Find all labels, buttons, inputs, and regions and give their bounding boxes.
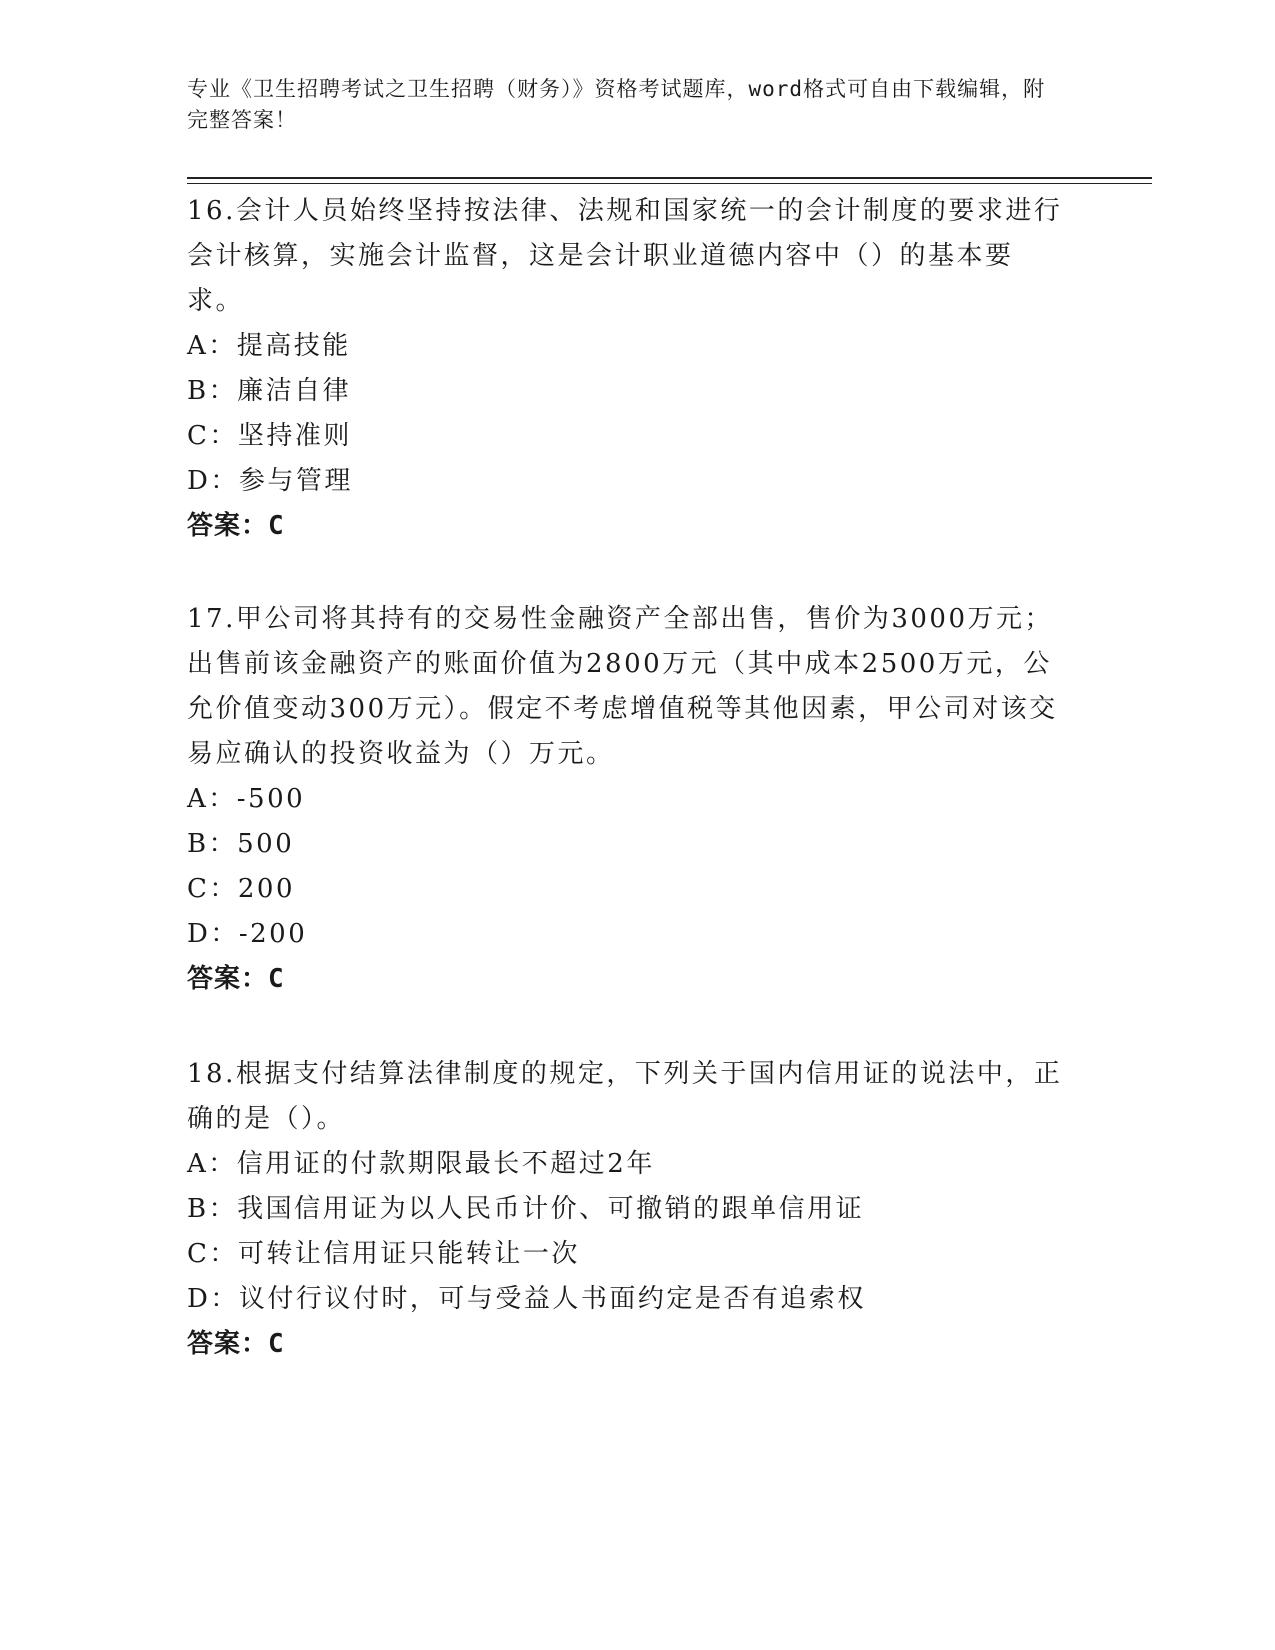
option-b: B：我国信用证为以人民币计价、可撤销的跟单信用证 bbox=[187, 1194, 865, 1224]
question-stem: 17.甲公司将其持有的交易性金融资产全部出售，售价为3000万元；出售前该金融资产的账面价值为2800万元（其中成本2500万元，公允价值变动300万元）。假定不考虑增值税等其他因素，甲公司对该交易应确认的投资收益为（）万元。 bbox=[187, 604, 1058, 769]
option-b: B：廉洁自律 bbox=[187, 376, 352, 406]
option-c: C：坚持准则 bbox=[187, 421, 352, 451]
question-16 bbox=[187, 189, 1067, 549]
option-c: C：200 bbox=[187, 874, 296, 904]
answer: 答案：C bbox=[187, 511, 285, 541]
option-a: A：提高技能 bbox=[187, 331, 351, 361]
option-a: A：信用证的付款期限最长不超过2年 bbox=[187, 1149, 655, 1179]
answer: 答案：C bbox=[187, 964, 285, 994]
header-divider-thin bbox=[187, 183, 1152, 184]
option-d: D：-200 bbox=[187, 919, 308, 949]
header-divider-thick bbox=[187, 177, 1152, 179]
document-header-note: 专业《卫生招聘考试之卫生招聘（财务）》资格考试题库，word格式可自由下载编辑，附完整答案！ bbox=[187, 77, 1046, 132]
question-18 bbox=[187, 1052, 1067, 1367]
option-d: D：议付行议付时，可与受益人书面约定是否有追索权 bbox=[187, 1284, 866, 1314]
question-stem: 16.会计人员始终坚持按法律、法规和国家统一的会计制度的要求进行会计核算，实施会计监督，这是会计职业道德内容中（）的基本要求。 bbox=[187, 196, 1063, 316]
option-b: B：500 bbox=[187, 829, 295, 859]
question-stem: 18.根据支付结算法律制度的规定，下列关于国内信用证的说法中，正确的是（）。 bbox=[187, 1059, 1063, 1134]
option-a: A：-500 bbox=[187, 784, 306, 814]
option-d: D：参与管理 bbox=[187, 466, 353, 496]
answer: 答案：C bbox=[187, 1329, 285, 1359]
option-c: C：可转让信用证只能转让一次 bbox=[187, 1239, 580, 1269]
question-17 bbox=[187, 597, 1067, 1002]
